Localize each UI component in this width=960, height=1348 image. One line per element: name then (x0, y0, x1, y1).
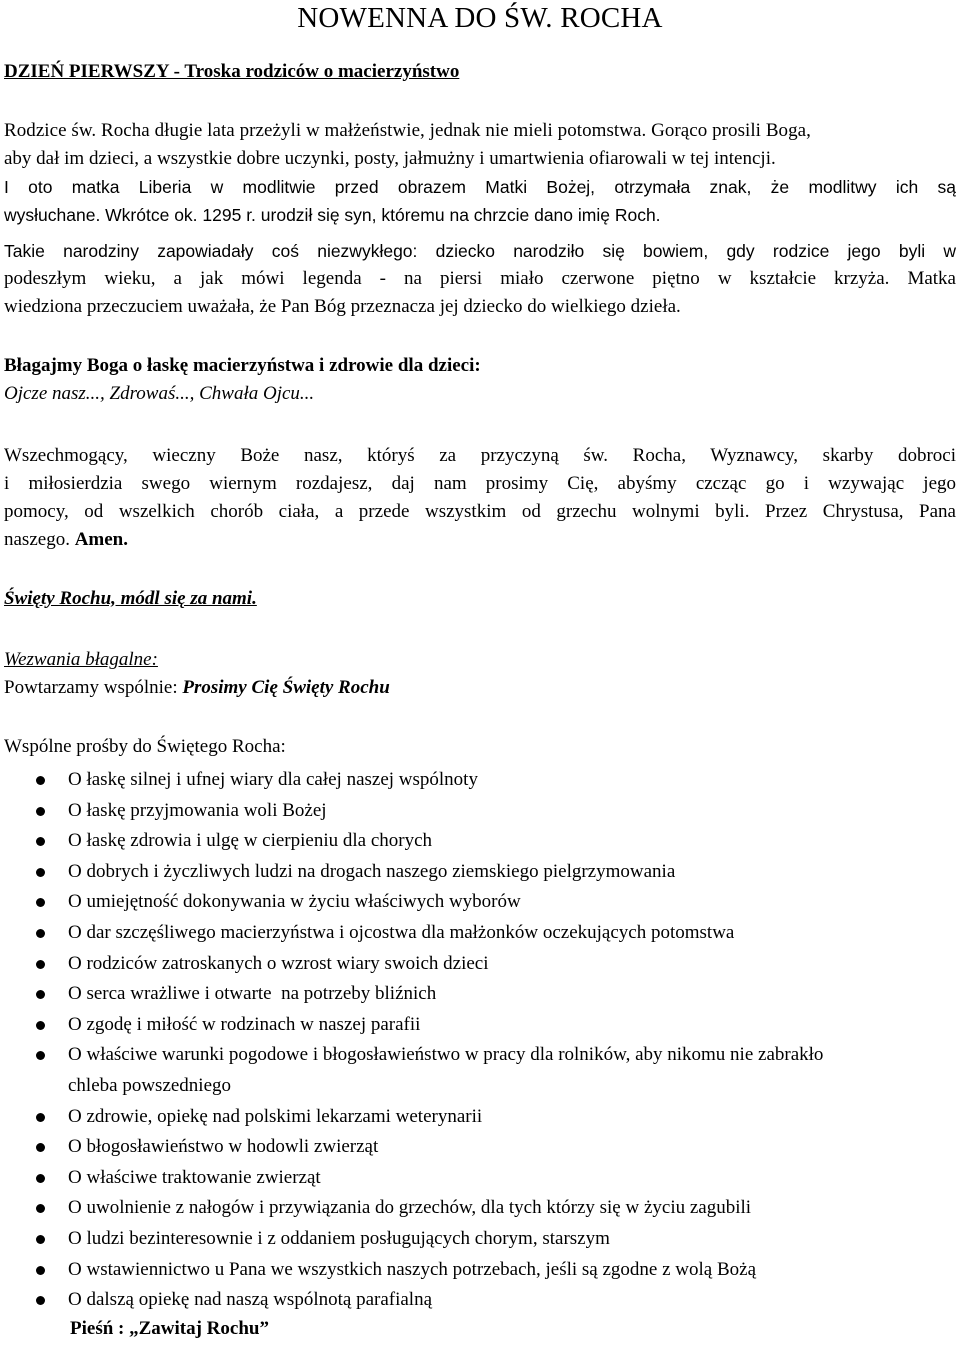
intro-line-2: aby dał im dzieci, a wszystkie dobre uczynki, posty, jałmużny i umartwienia ofiarowali w tej intencji. (4, 148, 776, 169)
bullet-icon (36, 837, 45, 846)
collect-line-4 (4, 526, 956, 554)
story-line-2: podeszłym wieku, a jak mówi legenda - na piersi miało czerwone piętno w kształcie krzyża. Matka (4, 268, 956, 289)
list-item: O dalszą opiekę nad naszą wspólnotą parafialną (0, 1285, 952, 1316)
bullet-icon (36, 1235, 45, 1244)
list-item: O ludzi bezinteresownie i z oddaniem posługujących chorym, starszym (0, 1224, 952, 1255)
bullet-icon (36, 1113, 45, 1122)
story-paragraph (4, 237, 956, 321)
bullet-icon (36, 868, 45, 877)
list-item: O wstawiennictwo u Pana we wszystkich naszych potrzebach, jeśli są zgodne z wolą Bożą (0, 1255, 952, 1286)
litany-heading: Wezwania błagalne: (4, 649, 158, 670)
petitions-list (0, 765, 960, 1316)
list-item: O właściwe warunki pogodowe i błogosławieństwo w pracy dla rolników, aby nikomu nie zabrakło chleba powszedniego (0, 1040, 952, 1101)
collect-line-3: pomocy, od wszelkich chorób ciała, a przede wszystkim od grzechu wolnymi byli. Przez Chrystusa, Pana (4, 501, 956, 522)
list-item: O łaskę zdrowia i ulgę w cierpieniu dla chorych (0, 826, 952, 857)
collect-prayer (4, 442, 956, 554)
bullet-icon (36, 807, 45, 816)
day-heading: DZIEŃ PIERWSZY - Troska rodziców o macierzyństwo (4, 61, 460, 82)
list-item: O rodziców zatroskanych o wzrost wiary swoich dzieci (0, 949, 952, 980)
bullet-icon (36, 960, 45, 969)
invocation: Święty Rochu, módl się za nami. (4, 588, 257, 609)
song-title: Pieśń : „Zawitaj Rochu” (70, 1318, 269, 1339)
amen: Amen. (74, 529, 129, 550)
list-item: O łaskę przyjmowania woli Bożej (0, 796, 952, 827)
petitions-heading: Wspólne prośby do Świętego Rocha: (4, 736, 286, 757)
story-line-1: Takie narodziny zapowiadały coś niezwykłego: dziecko narodziło się bowiem, gdy rodzice jego byli w (4, 241, 956, 261)
bullet-icon (36, 929, 45, 938)
list-item: O zgodę i miłość w rodzinach w naszej parafii (0, 1010, 952, 1041)
list-item: O właściwe traktowanie zwierząt (0, 1163, 952, 1194)
bullet-icon (36, 1266, 45, 1275)
bullet-icon (36, 776, 45, 785)
bullet-icon (36, 1296, 45, 1305)
list-item: O uwolnienie z nałogów i przywiązania do grzechów, dla tych którzy się w życiu zagubili (0, 1193, 952, 1224)
bullet-icon (36, 898, 45, 907)
list-item: O umiejętność dokonywania w życiu właściwych wyborów (0, 887, 952, 918)
bullet-icon (36, 1021, 45, 1030)
repeat-label: Powtarzamy wspólnie: (4, 677, 178, 698)
bullet-icon (36, 990, 45, 999)
bullet-icon (36, 1204, 45, 1213)
intro-line-3: I oto matka Liberia w modlitwie przed obrazem Matki Bożej, otrzymała znak, że modlitwy ich są (4, 177, 956, 197)
bullet-icon (36, 1051, 45, 1060)
prayers-line: Ojcze nasz..., Zdrowaś..., Chwała Ojcu... (4, 383, 315, 404)
collect-line-2: i miłosierdzia swego wiernym rozdajesz, daj nam prosimy Cię, abyśmy czcząc go i wzywając jego (4, 473, 956, 494)
list-item: O serca wrażliwe i otwarte na potrzeby bliźnich (0, 979, 952, 1010)
collect-line-4-text: naszego. (4, 529, 70, 550)
list-item-continuation: chleba powszedniego (68, 1074, 232, 1096)
bullet-icon (36, 1174, 45, 1183)
list-item: O dobrych i życzliwych ludzi na drogach naszego ziemskiego pielgrzymowania (0, 857, 952, 888)
intro-paragraph (4, 117, 956, 229)
list-item: O dar szczęśliwego macierzyństwa i ojcostwa dla małżonków oczekujących potomstwa (0, 918, 952, 949)
plea-heading: Błagajmy Boga o łaskę macierzyństwa i zdrowie dla dzieci: (4, 355, 481, 376)
repeat-line (4, 677, 390, 699)
page-title: NOWENNA DO ŚW. ROCHA (297, 2, 663, 34)
intro-line-4: wysłuchane. Wkrótce ok. 1295 r. urodził się syn, któremu na chrzcie dano imię Roch. (4, 205, 661, 225)
intro-line-1: Rodzice św. Rocha długie lata przeżyli w małżeństwie, jednak nie mieli potomstwa. Gorąco prosili Boga, (4, 120, 811, 141)
list-item: O zdrowie, opiekę nad polskimi lekarzami weterynarii (0, 1102, 952, 1133)
repeat-response: Prosimy Cię Święty Rochu (182, 677, 390, 698)
story-line-3: wiedziona przeczuciem uważała, że Pan Bóg przeznacza jej dziecko do wielkiego dzieła. (4, 296, 681, 317)
list-item: O błogosławieństwo w hodowli zwierząt (0, 1132, 952, 1163)
collect-line-1: Wszechmogący, wieczny Boże nasz, któryś za przyczyną św. Rocha, Wyznawcy, skarby dobroci (4, 445, 956, 466)
bullet-icon (36, 1143, 45, 1152)
list-item: O łaskę silnej i ufnej wiary dla całej naszej wspólnoty (0, 765, 952, 796)
